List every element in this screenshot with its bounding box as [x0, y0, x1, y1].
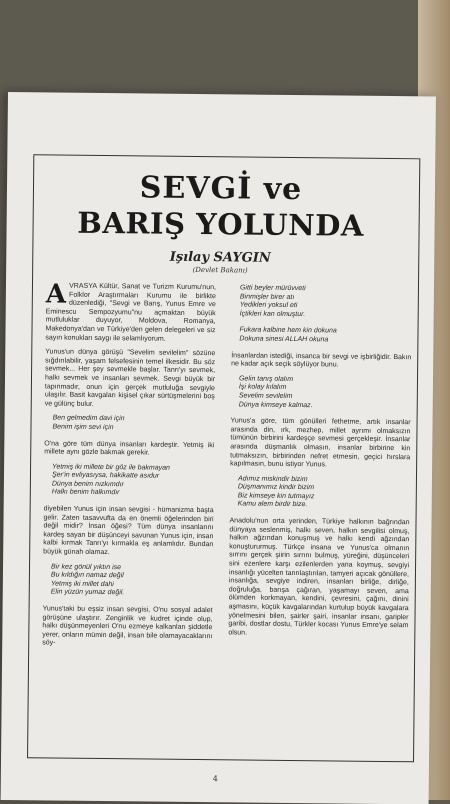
- poem: Gelin tanış olalım İşi kolay kılalım Sevelim sevilelim Dünya kimseye kalmaz.: [238, 375, 313, 409]
- article-title: [6, 172, 435, 241]
- poem: Fukara kalbine hem kin dokuna Dokuna sinesi ALLAH okuna: [239, 326, 337, 344]
- paragraph: diyebilen Yunus için insan sevgisi - hümanizma başta gelir. Zaten tasavvufta da en önemli öğelerinden biri değil midir? İnsan öğesi? Tüm dünya insanlarını kardeş sayan bir düşünceyi savunan Yunus için, insan kalbi kırmak Tanrı'yı kırmakla eş anlamlıdır. Bundan büyük günah olamaz.: [43, 505, 214, 557]
- poem: Gitti beyler mürüvveti Binmişler birer atı Yedikleri yoksul eti İçtikleri kan olmuştur.: [239, 284, 306, 318]
- left-column: [42, 279, 216, 656]
- author-role: (Devlet Bakanı): [192, 265, 248, 275]
- title-line-2: BARIŞ YOLUNDA: [77, 205, 365, 243]
- poem: Adımız miskindir bizim Düşmanımız kindir bizim Biz kimseye kin tutmayız Kamu alem birdir bize.: [237, 475, 315, 509]
- paragraph: Yunus'taki bu eşsiz insan sevgisi, O'nu sosyal adalet görüşüne ulaştırır. Zenginlik ve kudret içinde olup, halkı düşünmeyenleri O'nu ezmeye kalkanları şiddetle yerer, onların mümin değil, insan bile olamayacaklarını söy-: [42, 605, 213, 647]
- magazine-page: [1, 92, 436, 804]
- paragraph: O'na göre tüm dünya insanları kardeştir. Yetmiş iki millete aynı gözle bakmak gerekir.: [44, 439, 215, 457]
- author-name: Işılay SAYGIN: [169, 249, 271, 266]
- page-number: 4: [212, 774, 218, 784]
- paragraph: Yunus'a göre, tüm gönülleri fethetme, artık insanlar arasında din, ırk, mezhep, millet ayrımı olmaksızın tümünün birbirini kardeşçe sevmesi gerçekleşir. İnsanlar arasında düşmanlık olmasın, insanlar birbirine kin tutmaksızın, birbirinden nefret etmesin, geçici hırslara kapılmasın, bunu istiyor Yunus.: [230, 417, 411, 469]
- paragraph: Yunus'un dünya görüşü "Sevelim sevilelim" sözüne sığdırılabilir, yaşam felsefesinin temel ilkesidir. Bu söz sevmek... Her şey sevmekle başlar. Tanrı'yı sevmek, halkı sevmek ve insanları sevmek. Sevgi büyük bir tapınmadır, onun için gerçek mutluluğa sevgiyle ulaşılır. Basit kavgaları kişisel çıkar sürtüşmelerini boş ve gülünç bulur.: [44, 348, 216, 408]
- poem: Ben gelmedim davi için Benim işim sevi için: [52, 414, 125, 432]
- poem: Bir kez gönül yıktın ise Bu kıldığın namaz değil Yetmiş iki millet dahi Elin yüzün yumaz değil.: [50, 563, 125, 597]
- paragraph: İnsanlardan istediği, insanca bir sevgi ve işbirliğidir. Bakın ne kadar açık seçik söylüyor bunu.: [231, 351, 412, 369]
- title-line-1: SEVGİ ve: [139, 170, 303, 208]
- paragraph: AVRASYA Kültür, Sanat ve Turizm Kurumu'nun, Folklor Araştırmaları Kurumu ile birlikte düzenlediği, "Sevgi ve Barış, Yunus Emre ve Eminescu Sempozyumu"nu açmaktan büyük mutluluklar duyuyor, Moldova, Romanya, Makedonya'dan ve Türkiye'den gelen delegeleri ve siz sayın konukları saygı ile selamlıyorum.: [45, 279, 216, 343]
- paragraph: Anadolu'nun orta yerinden, Türkiye halkının bağrından dünyaya seslenmiş, halkı seven, halkın sevgilisi olmuş, halkın ağzından konuşmuş ve halkı kendi ağzından konuştururmuş. Türkçe insana ve Yunus'ca olmanın sırrını gerçek şiirin sırrını bulmuş, yüreğini, düşünceleri sini ezenlere karşı ezilenlerden yana koymuş, sevgiyi insanlığı yücelten tanrılaştırılan, tamyeri açıcak gönüllere, insanlığa, sevgiye indiren, insanları birliğe, dirliğe, doğruluğa, barışa çağıran, yaşamayı seven, ama ölümden korkmayan, kendini, çevresini, çağını, dinini aşmasını, küçük kavgalarından kurtulup büyük kavgalara yönelmesini bilen, şairler şairi, insanlar insanı, garipler garibi, dostlar dostu, Türkler kocası Yunus Emre'ye selam olsun.: [228, 517, 410, 637]
- right-column: [228, 284, 412, 645]
- drop-cap: A: [45, 279, 67, 310]
- poem: Yetmiş iki millete bir göz ile bakmayan Şer'in evliyasıysa, hakikatte asıdur Dünya benim nızkımdır Halkı benim halkımdır: [51, 463, 170, 497]
